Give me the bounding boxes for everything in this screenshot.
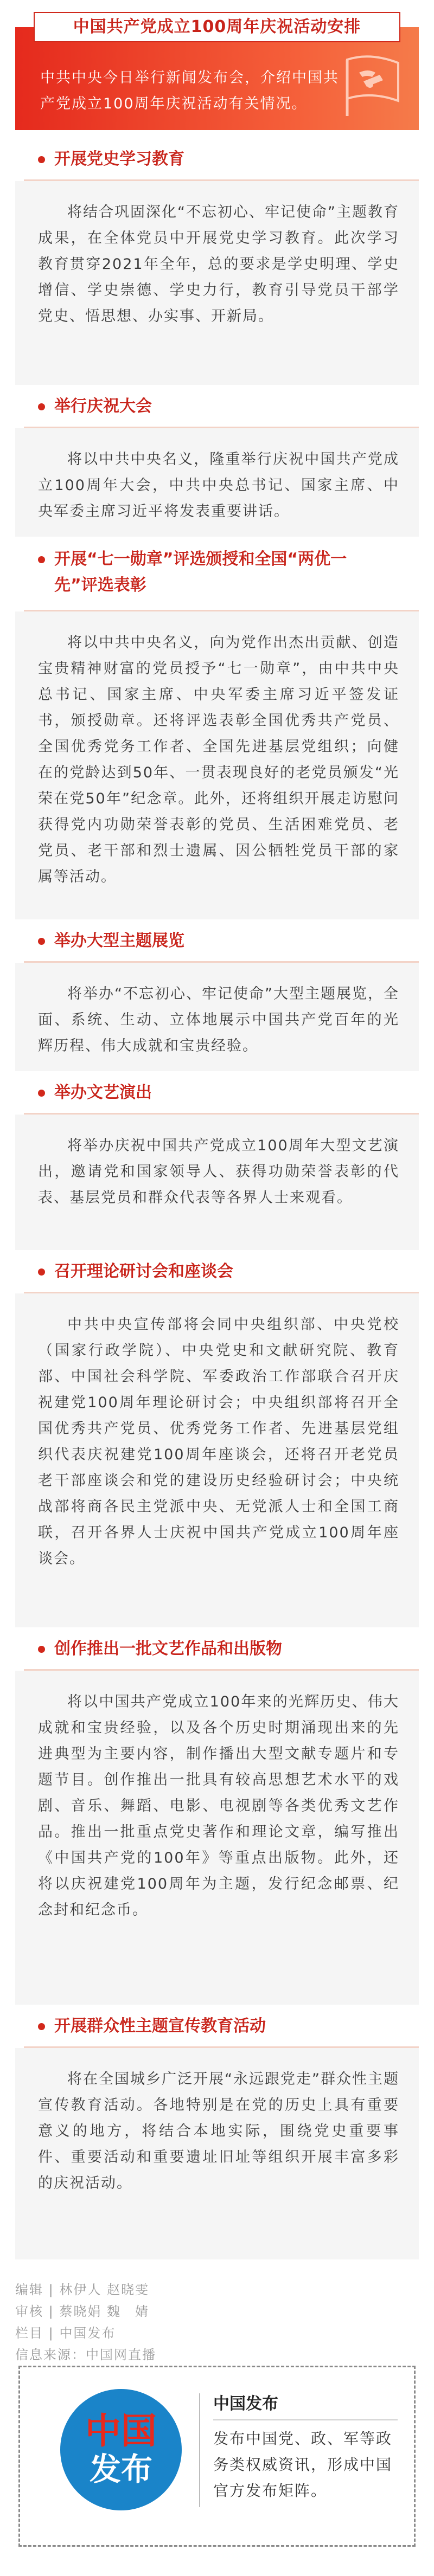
card-divider [199, 2393, 200, 2507]
logo-text-top: 中国 [85, 2410, 157, 2452]
section-title: 召开理论研讨会和座谈会 [54, 1262, 233, 1281]
section-title: 开展群众性主题宣传教育活动 [54, 2017, 266, 2036]
red-dot-icon [38, 1090, 45, 1097]
section-title: 创作推出一批文艺作品和出版物 [54, 1639, 282, 1658]
red-dot-icon [38, 403, 45, 410]
red-dot-icon [38, 2023, 45, 2030]
section-title: 开展党史学习教育 [54, 150, 184, 169]
section-body: 将在全国城乡广泛开展“永远跟党走”群众性主题宣传教育活动。各地特别是在党的历史上具有重要意义的地方，将结合本地实际，围绕党史重要事件、重要活动和重要遗址旧址等组织开展丰富多彩的庆祝活动。 [15, 2048, 419, 2259]
section-heading [15, 1627, 419, 1671]
article-credits [15, 2279, 419, 2366]
section-heading [15, 919, 419, 963]
section-body: 将结合巩固深化“不忘初心、牢记使命”主题教育成果，在全体党员中开展党史学习教育。此次学习教育贯穿2021年全年，总的要求是学史明理、学史增信、学史崇德、学史力行，教育引导党员干部学党史、悟思想、办实事、开新局。 [15, 181, 419, 385]
article-title: 中国共产党成立100周年庆祝活动安排 [34, 12, 400, 42]
logo-text-bottom: 发布 [89, 2451, 153, 2488]
red-dot-icon [38, 938, 45, 945]
section-body: 将以中国共产党成立100年来的光辉历史、伟大成就和宝贵经验，以及各个历史时期涌现出来的先进典型为主要内容，制作播出大型文献专题片和专题节目。创作推出一批具有较高思想艺术水平的戏剧、音乐、舞蹈、电影、电视剧等各类优秀文艺作品。推出一批重点党史著作和理论文章，编写推出《中国共产党的100年》等重点出版物。此外，还将以庆祝建党100周年为主题，发行纪念邮票、纪念封和纪念币。 [15, 1671, 419, 2005]
card-separator [213, 2419, 398, 2420]
red-dot-icon [38, 156, 45, 163]
section-body: 将举办庆祝中国共产党成立100周年大型文艺演出，邀请党和国家领导人、获得功勋荣誉表彰的代表、基层党员和群众代表等各界人士来观看。 [15, 1115, 419, 1250]
red-dot-icon [38, 1268, 45, 1276]
header-banner [15, 27, 419, 130]
section-heading [15, 1250, 419, 1293]
red-dot-icon [38, 1646, 45, 1653]
article-header [15, 12, 419, 131]
section-body: 将举办“不忘初心、牢记使命”大型主题展览，全面、系统、生动、立体地展示中国共产党百年的光辉历程、伟大成就和宝贵经验。 [15, 963, 419, 1071]
header-subtitle: 中共中央今日举行新闻发布会，介绍中国共产党成立100周年庆祝活动有关情况。 [40, 69, 339, 112]
account-description: 发布中国党、政、军等政务类权威资讯，形成中国官方发布矩阵。 [213, 2430, 393, 2500]
section-title: 举办文艺演出 [54, 1083, 152, 1102]
account-card[interactable] [18, 2366, 416, 2547]
section-heading [15, 537, 419, 611]
column-credit: 栏目 | 中国发布 [15, 2326, 116, 2341]
section-heading [15, 138, 419, 181]
section-body: 将以中共中央名义，向为党作出杰出贡献、创造宝贵精神财富的党员授予“七一勋章”，由中共中央总书记、国家主席、中央军委主席习近平签发证书，颁授勋章。还将评选表彰全国优秀共产党员、全国优秀党务工作者、全国先进基层党组织；向健在的党龄达到50年、一贯表现良好的老党员颁发“光荣在党50年”纪念章。此外，还将组织开展走访慰问获得党内功勋荣誉表彰的党员、生活困难党员、老党员、老干部和烈士遗属、因公牺牲党员干部的家属等活动。 [15, 611, 419, 919]
section-heading [15, 1071, 419, 1115]
section-heading [15, 2005, 419, 2048]
section-title: 开展“七一勋章”评选颁授和全国“两优一先”评选表彰 [54, 550, 347, 595]
section-heading [15, 385, 419, 428]
editor-credit: 编辑 | 林伊人 赵晓雯 [15, 2282, 149, 2297]
source-credit: 信息来源：中国网直播 [15, 2347, 156, 2362]
section-title: 举办大型主题展览 [54, 931, 184, 950]
red-dot-icon [38, 556, 45, 563]
party-flag-icon [337, 49, 408, 119]
section-title: 举行庆祝大会 [54, 397, 152, 416]
section-body: 中共中央宣传部将会同中央组织部、中央党校（国家行政学院）、中央党史和文献研究院、教育部、中国社会科学院、军委政治工作部联合召开庆祝建党100周年理论研讨会；中央组织部将召开全国优秀共产党员、优秀党务工作者、先进基层党组织代表庆祝建党100周年座谈会，还将召开老党员老干部座谈会和党的建设历史经验研讨会；中央统战部将商各民主党派中央、无党派人士和全国工商联，召开各界人士庆祝中国共产党成立100周年座谈会。 [15, 1293, 419, 1627]
account-name: 中国发布 [213, 2394, 278, 2413]
section-body: 将以中共中央名义，隆重举行庆祝中国共产党成立100周年大会，中共中央总书记、国家主席、中央军委主席习近平将发表重要讲话。 [15, 428, 419, 537]
china-release-logo-icon [58, 2387, 184, 2513]
reviewer-credit: 审核 | 蔡晓娟 魏 婧 [15, 2304, 149, 2319]
